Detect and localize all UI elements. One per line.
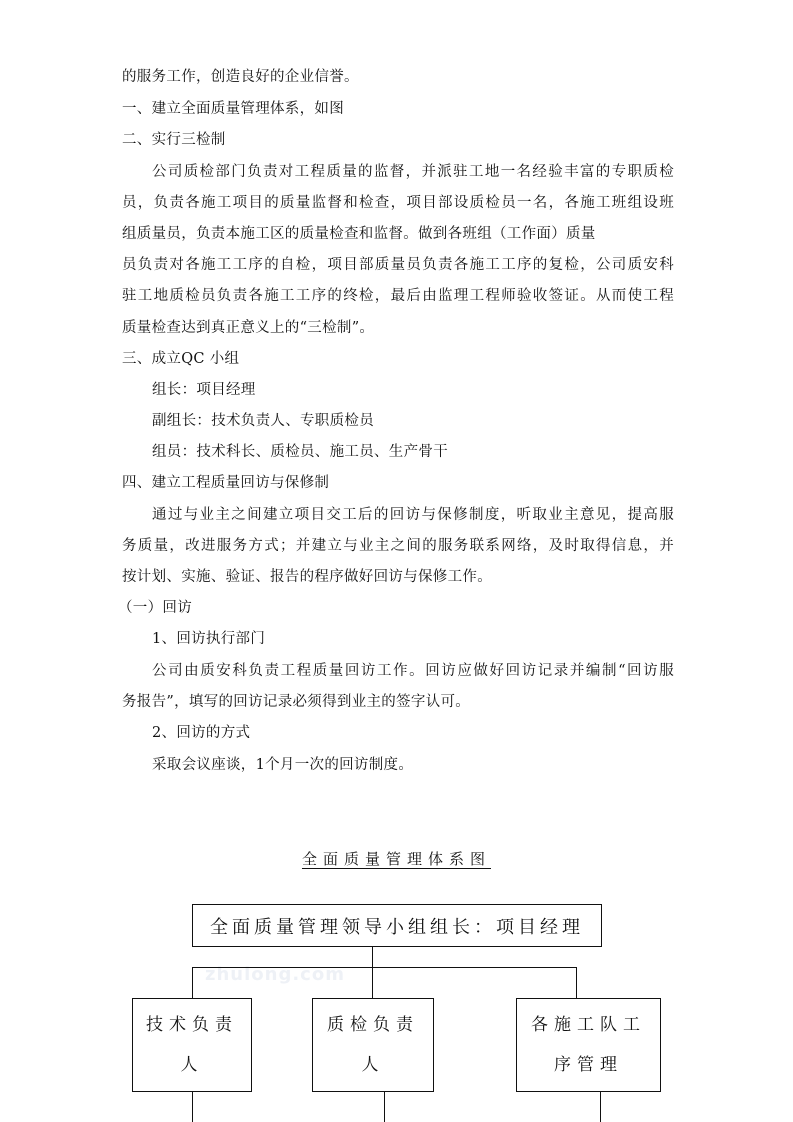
- section-heading-1: 一、建立全面质量管理体系，如图: [122, 101, 344, 117]
- paragraph-line: 务报告”，填写的回访记录必须得到业主的签字认可。: [122, 694, 471, 710]
- paragraph-line: 驻工地质检员负责各施工工序的终检，最后由监理工程师验收签证。从而使工程: [122, 288, 674, 304]
- paragraph-line: 通过与业主之间建立项目交工后的回访与保修制度，听取业主意见，提高服: [152, 507, 674, 523]
- paragraph-line: 的服务工作，创造良好的企业信誉。: [122, 69, 359, 85]
- subsection-heading: 2、回访的方式: [152, 725, 251, 741]
- section-heading-3: 三、成立QC 小组: [122, 351, 240, 367]
- org-box-quality-line2: 人: [361, 1055, 385, 1075]
- subsection-heading: 1、回访执行部门: [152, 631, 266, 647]
- paragraph-line: 员，负责各施工项目的质量监督和检查，项目部设质检员一名，各施工班组设班: [122, 195, 674, 211]
- paragraph-line: 副组长：技术负责人、专职质检员: [152, 413, 374, 429]
- connector-line: [384, 1090, 385, 1122]
- org-box-tech: [132, 998, 252, 1092]
- connector-line: [192, 1090, 193, 1122]
- paragraph-line: 按计划、实施、验证、报告的程序做好回访与保修工作。: [122, 569, 492, 585]
- subsection-heading: （一）回访: [118, 600, 192, 616]
- paragraph-line: 组质量员，负责本施工区的质量检查和监督。做到各班组（工作面）质量: [122, 226, 596, 242]
- paragraph-line: 员负责对各施工工序的自检，项目部质量员负责各施工工序的复检，公司质安科: [122, 257, 674, 273]
- org-box-construction-line1: 各施工队工: [531, 1015, 646, 1035]
- connector-line: [372, 967, 373, 998]
- connector-line: [192, 967, 193, 998]
- paragraph-line: 公司质检部门负责对工程质量的监督，并派驻工地一名经验丰富的专职质检: [152, 164, 674, 180]
- paragraph-line: 务质量，改进服务方式；并建立与业主之间的服务联系网络，及时取得信息，并: [122, 538, 674, 554]
- connector-line: [600, 1090, 601, 1122]
- diagram-title: 全面质量管理体系图: [301, 850, 491, 868]
- org-box-construction: [516, 998, 661, 1092]
- org-box-tech-line2: 人: [180, 1055, 204, 1075]
- org-box-quality: [312, 998, 434, 1092]
- org-box-construction-line2: 序管理: [554, 1055, 623, 1075]
- paragraph-line: 组员：技术科长、质检员、施工员、生产骨干: [152, 444, 448, 460]
- org-box-leader: [192, 904, 602, 947]
- org-box-leader-label: 全面质量管理领导小组组长：项目经理: [210, 916, 584, 938]
- connector-line: [576, 967, 577, 998]
- org-box-tech-line1: 技术负责: [146, 1015, 238, 1035]
- connector-line: [372, 946, 373, 967]
- paragraph-line: 组长：项目经理: [152, 382, 256, 398]
- watermark: zhulong.com: [205, 964, 345, 985]
- section-heading-2: 二、实行三检制: [122, 132, 226, 148]
- paragraph-line: 质量检查达到真正意义上的“三检制”。: [122, 320, 375, 336]
- connector-line: [192, 967, 576, 968]
- paragraph-line: 采取会议座谈，1个月一次的回访制度。: [152, 757, 414, 773]
- paragraph-line: 公司由质安科负责工程质量回访工作。回访应做好回访记录并编制“回访服: [152, 663, 674, 679]
- section-heading-4: 四、建立工程质量回访与保修制: [122, 475, 330, 491]
- org-box-quality-line1: 质检负责: [327, 1015, 419, 1035]
